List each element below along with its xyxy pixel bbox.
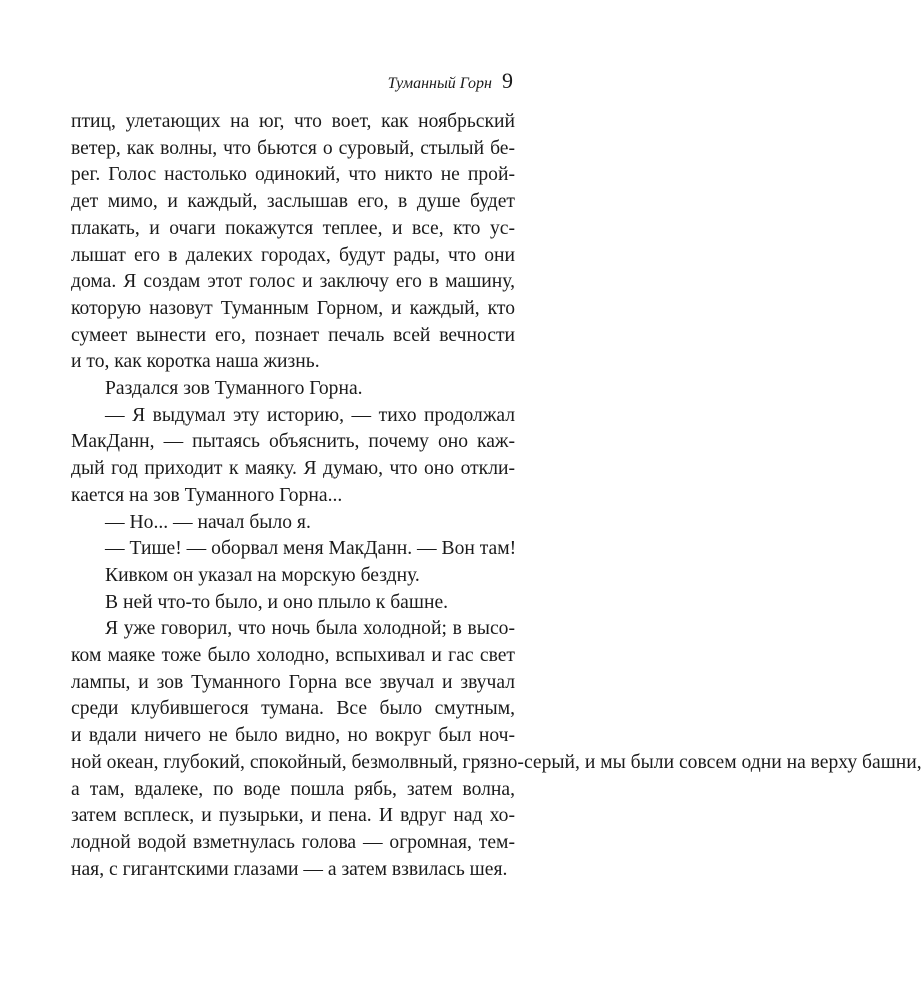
paragraph (71, 510, 515, 537)
text-line: рег. Голос настолько одинокий, что никто не прой- (71, 164, 515, 186)
text-line: МакДанн, — пытаясь объяснить, почему оно каж- (71, 431, 515, 453)
paragraph (71, 563, 515, 590)
text-line: лышат его в далеких городах, будут рады, что они (71, 244, 515, 266)
paragraph (71, 403, 515, 510)
text-line: и вдали ничего не было видно, но вокруг был ноч- (71, 725, 515, 747)
text-line: Раздался зов Туманного Горна. (105, 378, 363, 400)
page-number: 9 (502, 68, 513, 93)
text-line: — Тише! — оборвал меня МакДанн. — Вон там! (105, 538, 517, 560)
paragraph (71, 536, 515, 563)
text-line: ком маяке тоже было холодно, вспыхивал и гас свет (71, 645, 515, 667)
text-line: В ней что-то было, и оно плыло к башне. (105, 591, 449, 613)
body-text (71, 109, 922, 883)
text-line: которую назовут Туманным Горном, и каждый, кто (71, 297, 515, 319)
text-line: лампы, и зов Туманного Горна все звучал и звучал (71, 671, 515, 693)
paragraph (71, 376, 515, 403)
text-line: дома. Я создам этот голос и заключу его в машину, (71, 271, 515, 293)
text-line: кается на зов Туманного Горна... (71, 484, 343, 506)
paragraph (71, 616, 922, 883)
text-line: и то, как коротка наша жизнь. (71, 351, 320, 373)
text-line: дет мимо, и каждый, заслышав его, в душе будет (71, 191, 515, 213)
running-head (388, 68, 513, 94)
text-line: Кивком он указал на морскую бездну. (105, 564, 420, 586)
text-line: — Но... — начал было я. (105, 511, 311, 533)
text-line: дый год приходит к маяку. Я думаю, что оно откли- (71, 458, 515, 480)
text-line: — Я выдумал эту историю, — тихо продолжал (105, 404, 515, 426)
text-line: лодной водой взметнулась голова — огромная, тем- (71, 831, 515, 853)
running-head-title: Туманный Горн (387, 75, 492, 92)
text-line: плакать, и очаги покажутся теплее, и все, кто ус- (71, 217, 515, 239)
text-line: а там, вдалеке, по воде пошла рябь, затем волна, (71, 778, 515, 800)
text-line: ной океан, глубокий, спокойный, безмолвный, грязно-серый, и мы были совсем одни на верху башни, (71, 751, 922, 773)
text-line: среди клубившегося тумана. Все было смутным, (71, 698, 515, 720)
text-line: сумеет вынести его, познает печаль всей вечности (71, 324, 515, 346)
text-line: птиц, улетающих на юг, что воет, как ноябрьский (71, 111, 515, 132)
paragraph (71, 590, 515, 617)
text-line: ветер, как волны, что бьются о суровый, стылый бе- (71, 137, 515, 159)
text-line: Я уже говорил, что ночь была холодной; в высо- (105, 618, 515, 640)
text-line: затем всплеск, и пузырьки, и пена. И вдруг над хо- (71, 805, 515, 827)
text-line: ная, с гигантскими глазами — а затем взвилась шея. (71, 858, 508, 880)
paragraph (71, 109, 515, 376)
